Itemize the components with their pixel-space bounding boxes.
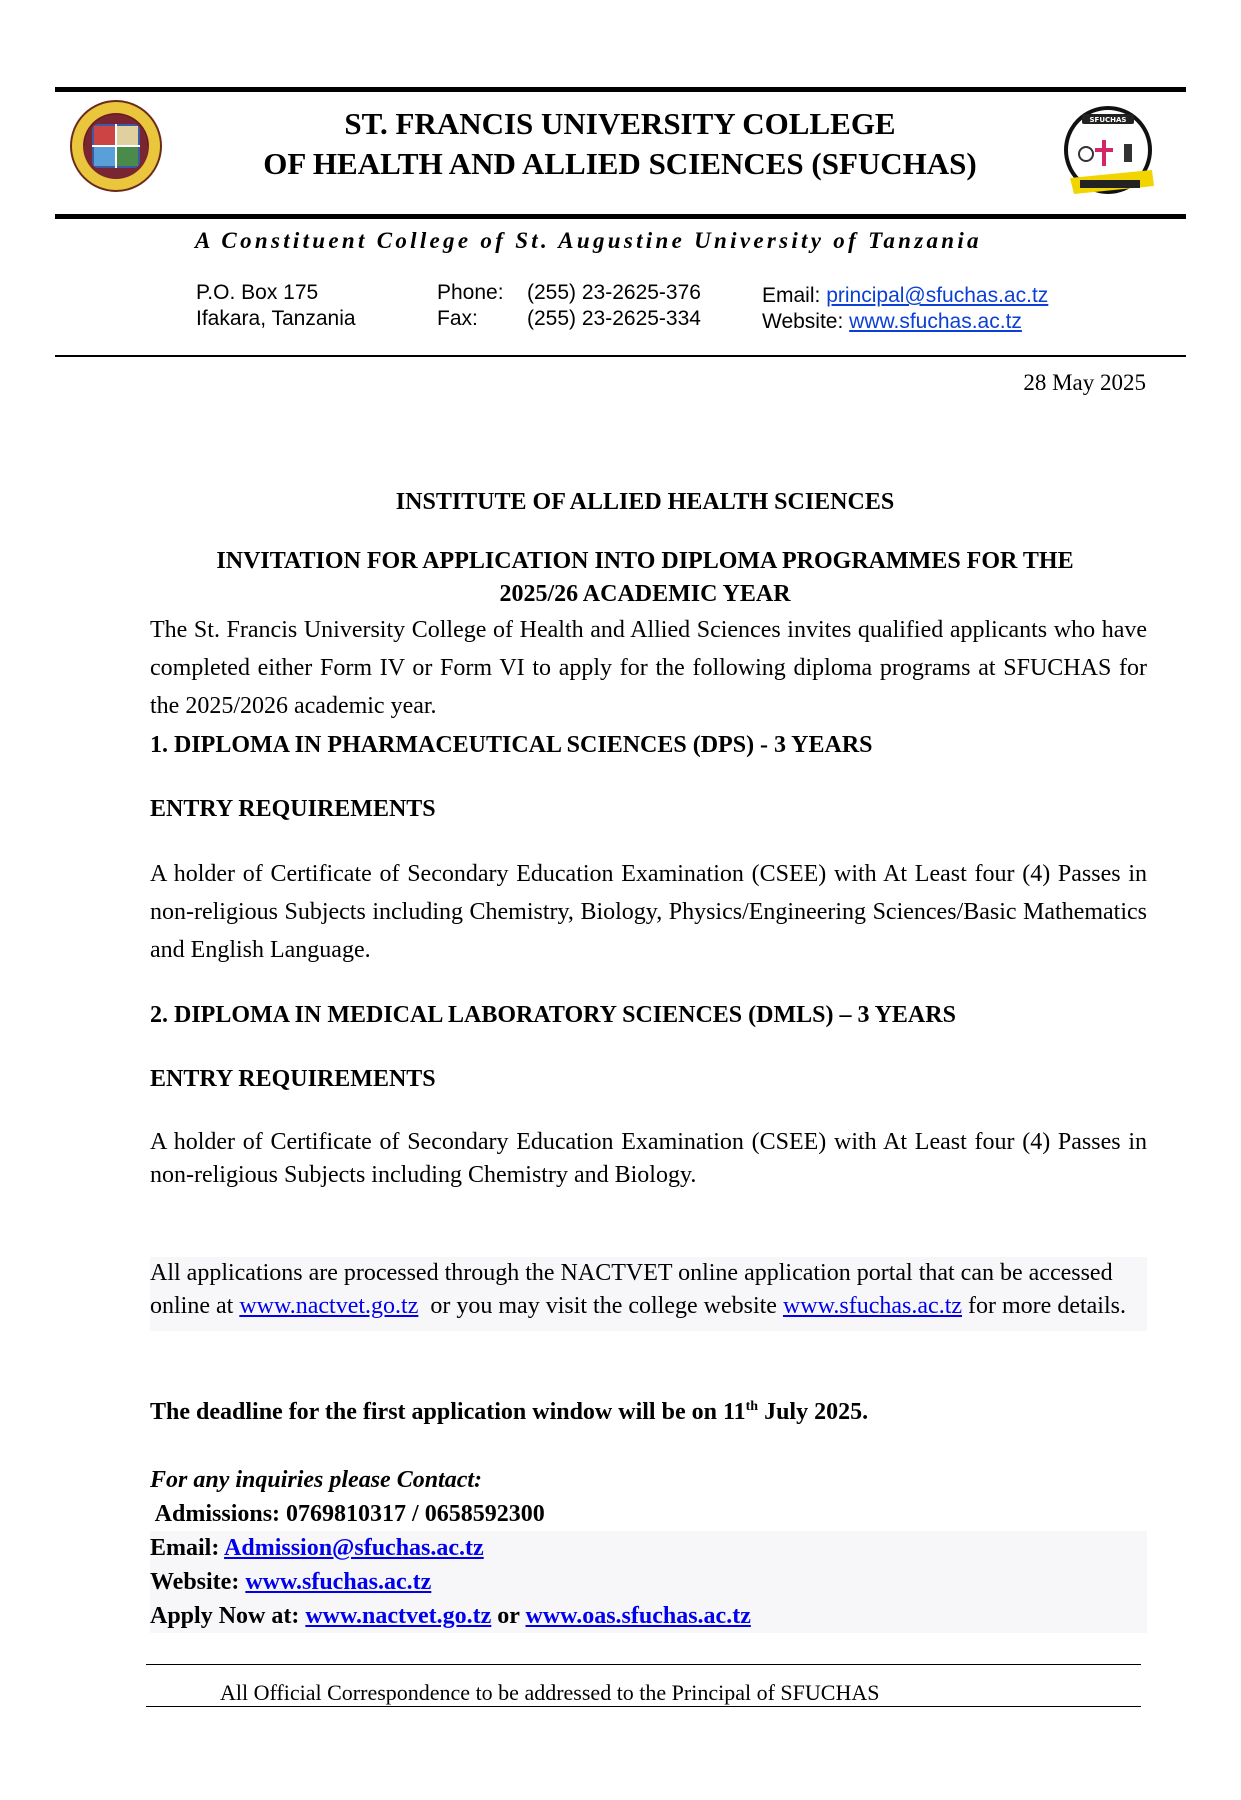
programme-1-req-heading: ENTRY REQUIREMENTS	[150, 796, 436, 822]
programme-2-title: 2. DIPLOMA IN MEDICAL LABORATORY SCIENCES (DMLS) – 3 YEARS	[150, 1002, 956, 1028]
header-top-rule	[55, 87, 1186, 92]
po-box: P.O. Box 175	[196, 281, 319, 304]
inquiries-website-link[interactable]: www.sfuchas.ac.tz	[245, 1569, 432, 1595]
college-title	[190, 104, 1050, 184]
apply-now-row	[150, 1599, 1147, 1633]
admissions-phones: Admissions: 0769810317 / 0658592300	[150, 1501, 545, 1527]
fax-number: (255) 23-2625-334	[527, 307, 701, 330]
saut-logo	[70, 100, 162, 192]
location: Ifakara, Tanzania	[196, 307, 356, 330]
inquiries-website-label: Website:	[150, 1569, 246, 1595]
programme-2-req-heading: ENTRY REQUIREMENTS	[150, 1066, 436, 1092]
inquiries-block	[150, 1463, 1147, 1633]
fax-label: Fax:	[437, 307, 478, 330]
inquiries-website-row	[150, 1565, 1147, 1599]
footer-note: All Official Correspondence to be addressed to the Principal of SFUCHAS	[220, 1680, 880, 1705]
applications-paragraph	[150, 1257, 1147, 1331]
contact-phone-fax	[437, 280, 701, 332]
programme-1-requirements: A holder of Certificate of Secondary Education Examination (CSEE) with At Least four (4) Passes in non-religious Subjects including Chemistry, Biology, Physics/Engineering Sciences/Basic Mathematics and English Language.	[150, 861, 1147, 963]
website-label: Website:	[762, 310, 844, 333]
title-line-1: ST. FRANCIS UNIVERSITY COLLEGE	[344, 106, 896, 141]
email-label: Email:	[762, 284, 821, 307]
programme-1-title: 1. DIPLOMA IN PHARMACEUTICAL SCIENCES (DPS) - 3 YEARS	[150, 732, 873, 758]
deadline-prefix: The deadline for the first application window will be on 11	[150, 1399, 746, 1425]
invitation-line-1: INVITATION FOR APPLICATION INTO DIPLOMA PROGRAMMES FOR THE	[216, 548, 1074, 574]
constituent-subtitle: A Constituent College of St. Augustine University of Tanzania	[195, 228, 982, 253]
inquiries-heading: For any inquiries please Contact:	[150, 1467, 483, 1493]
nactvet-link[interactable]: www.nactvet.go.tz	[239, 1293, 419, 1319]
institute-heading: INSTITUTE OF ALLIED HEALTH SCIENCES	[395, 489, 895, 515]
applications-text-1: All applications are processed through the NACTVET online application portal that can be accessed online at	[150, 1260, 1113, 1319]
deadline-notice	[150, 1393, 1147, 1431]
apply-or: or	[491, 1603, 526, 1629]
header-bottom-rule	[55, 214, 1186, 219]
sfuchas-website-link[interactable]: www.sfuchas.ac.tz	[782, 1293, 963, 1319]
invitation-heading	[150, 545, 1140, 611]
apply-nactvet-link[interactable]: www.nactvet.go.tz	[305, 1603, 492, 1629]
intro-paragraph: The St. Francis University College of Health and Allied Sciences invites qualified applicants who have completed either Form IV or Form VI to apply for the following diploma programs at SFUCHAS for the 2025/2026 academic year.	[150, 617, 1147, 719]
contact-divider	[55, 355, 1186, 357]
website-link[interactable]: www.sfuchas.ac.tz	[849, 310, 1022, 333]
apply-now-label: Apply Now at:	[150, 1603, 306, 1629]
admission-email-link[interactable]: Admission@sfuchas.ac.tz	[224, 1535, 484, 1561]
applications-text-2: or you may visit the college website	[418, 1293, 783, 1319]
deadline-sup: th	[745, 1399, 759, 1414]
svg-text:SFUCHAS: SFUCHAS	[1089, 116, 1127, 124]
invitation-line-2: 2025/26 ACADEMIC YEAR	[499, 581, 791, 607]
principal-email-link[interactable]: principal@sfuchas.ac.tz	[826, 284, 1049, 307]
applications-text-3: for more details.	[962, 1293, 1126, 1319]
inquiries-email-row	[150, 1531, 1147, 1565]
footer-top-rule	[146, 1664, 1141, 1665]
contact-online	[762, 283, 1048, 335]
contact-address	[196, 280, 356, 332]
title-line-2: OF HEALTH AND ALLIED SCIENCES (SFUCHAS)	[263, 146, 977, 181]
programme-2-requirements	[150, 1126, 1147, 1192]
sfuchas-logo	[1062, 104, 1160, 202]
deadline-suffix: July 2025.	[758, 1399, 869, 1425]
apply-oas-link[interactable]: www.oas.sfuchas.ac.tz	[525, 1603, 751, 1629]
footer-bottom-rule	[146, 1706, 1141, 1707]
programme-2-requirements-text: A holder of Certificate of Secondary Education Examination (CSEE) with At Least four (4) Passes in non-religious Subjects including Chemistry and Biology.	[150, 1129, 1147, 1188]
phone-number: (255) 23-2625-376	[527, 281, 701, 304]
letter-date: 28 May 2025	[1023, 370, 1146, 395]
phone-label: Phone:	[437, 281, 504, 304]
inquiries-email-label: Email:	[150, 1535, 225, 1561]
